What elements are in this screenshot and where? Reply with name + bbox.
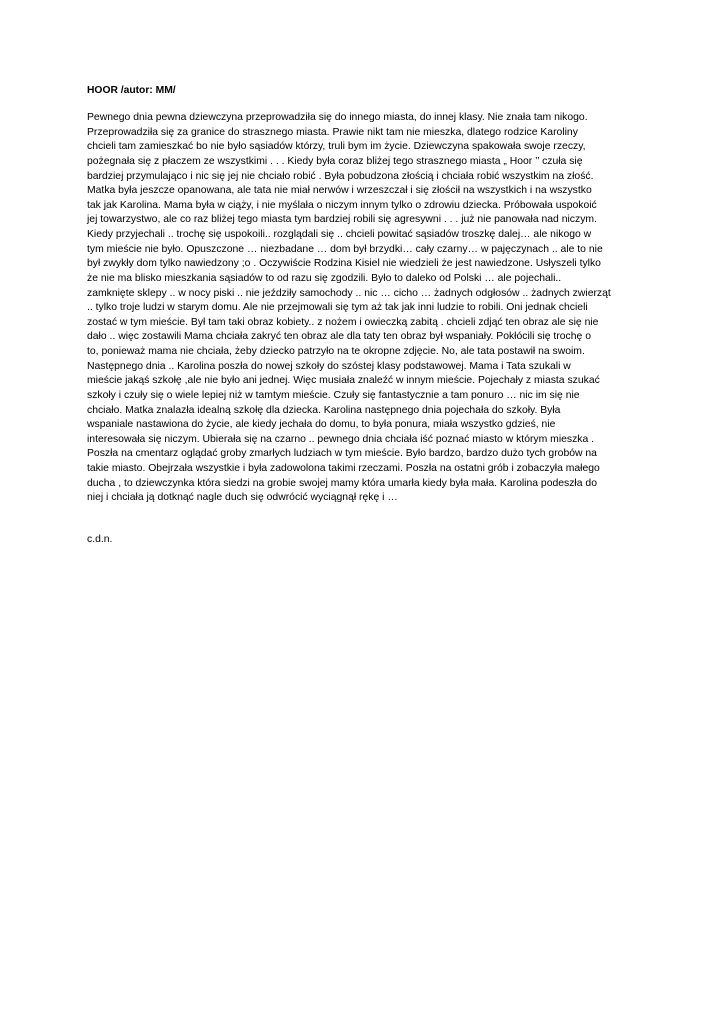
paragraph-line: Poszła na cmentarz oglądać groby zmarłych ludziach w tym mieście. Było bardzo, bardzo dużo tych grobów na <box>87 448 597 460</box>
paragraph-line: Pewnego dnia pewna dziewczyna przeprowadziła się do innego miasta, do innej klasy. Nie znała tam nikogo. <box>87 112 588 123</box>
paragraph-line: chciało. Matka znalazła idealną szkołę dla dziecka. Karolina następnego dnia pojechała do szkoły. Była <box>87 404 561 416</box>
paragraph-line: tak jak Karolina. Mama była w ciąży, i nie myślała o niczym innym tylko o zdrowiu dziecka. Próbowała uspokoić <box>87 199 597 211</box>
paragraph-line: pożegnała się z płaczem ze wszystkimi . . . Kiedy była coraz bliżej tego strasznego miasta „ Hoor ’’ czuła się <box>87 155 583 167</box>
paragraph-line: Następnego dnia .. Karolina poszła do nowej szkoły do szóstej klasy podstawowej. Mama i Tata szukali w <box>87 360 571 372</box>
paragraph-line: tym mieście nie było. Opuszczone … niezbadane … dom był brzydki… cały czarny… w pajęczynach .. ale to nie <box>87 243 603 255</box>
paragraph-line: Przeprowadziła się za granice do strasznego miasta. Prawie nikt tam nie mieszka, dlatego rodzice Karoliny <box>87 126 578 138</box>
paragraph-line: bardziej przymulająco i nic się jej nie chciało robić . Była pobudzona złością i chciała robić wszystkim na złość. <box>87 170 594 182</box>
paragraph-line: Matka była jeszcze opanowana, ale tata nie miał nerwów i wrzeszczał i się złościł na wszystkich i na wszystko <box>87 185 592 197</box>
paragraph-line: Kiedy przyjechali .. trochę się uspokoili.. rozglądali się .. chcieli powitać sąsiadów troszkę dalej… ale nikogo w <box>87 229 592 240</box>
paragraph-line: jej towarzystwo, ale co raz bliżej tego miasta tym bardziej robili się agresywni . . . już nie panowała nad niczym. <box>87 214 597 226</box>
paragraph-line: był zwykły dom tylko nawiedzony ;o . Oczywiście Rodzina Kisiel nie wiedzieli że jest nawiedzone. Usłyszeli tylko <box>87 258 601 270</box>
document-title: HOOR /autor: MM/ <box>87 85 176 96</box>
paragraph-line: wspaniale nastawiona do życie, ale kiedy jechała do domu, to była ponura, miała wszystko gdzieś, nie <box>87 419 556 431</box>
paragraph-line: niej i chciała ją dotknąć nagle duch się odwrócić wyciągnął rękę i … <box>87 492 398 504</box>
story-paragraph <box>87 111 647 506</box>
continuation-note: c.d.n. <box>87 534 113 545</box>
paragraph-line: to, ponieważ mama nie chciała, żeby dziecko patrzyło na te okropne zdjęcie. No, ale tata postawił na swoim. <box>87 346 585 357</box>
paragraph-line: mieście jakąś szkołę ,ale nie było ani jednej. Więc musiała znaleźć w innym mieście. Pojechały z miasta szukać <box>87 375 600 387</box>
paragraph-line: .. tylko troje ludzi w starym domu. Ale nie przejmowali się tym aż tak jak inni ludzie to robili. Oni jednak chcieli <box>87 302 588 314</box>
paragraph-line: chcieli tam zamieszkać bo nie było sąsiadów którzy, truli bym im życie. Dziewczyna spakowała swoje rzeczy, <box>87 141 586 153</box>
paragraph-line: zostać w tym mieście. Był tam taki obraz kobiety.. z nożem i owieczką zabitą . chcieli zdjąć ten obraz ale się nie <box>87 316 599 328</box>
paragraph-line: szkoły i czuły się o wiele lepiej niż w tamtym mieście. Czuły się fantastycznie a tam ponuro … nic im się nie <box>87 389 580 401</box>
paragraph-line: zamknięte sklepy .. w nocy piski .. nie jeździły samochody .. nic … cicho … żadnych odgłosów .. żadnych zwierząt <box>87 287 611 299</box>
paragraph-line: ducha , to dziewczynka która siedzi na grobie swojej mamy która umarła kiedy była mała. Karolina podeszła do <box>87 477 597 489</box>
paragraph-line: że nie ma blisko mieszkania sąsiadów to od razu się zgodzili. Było to daleko od Polski … ale pojechali.. <box>87 272 562 284</box>
paragraph-line: takie miasto. Obejrzała wszystkie i była zadowolona takimi rzeczami. Poszła na ostatni grób i zobaczyła małego <box>87 463 600 474</box>
paragraph-line: dało .. więc zostawili Mama chciała zakryć ten obraz ale dla taty ten obraz był wspaniały. Pokłócili się trochę o <box>87 331 591 343</box>
paragraph-line: interesowała się niczym. Ubierała się na czarno .. pewnego dnia chciała iść poznać miasto w którym mieszka . <box>87 433 595 445</box>
